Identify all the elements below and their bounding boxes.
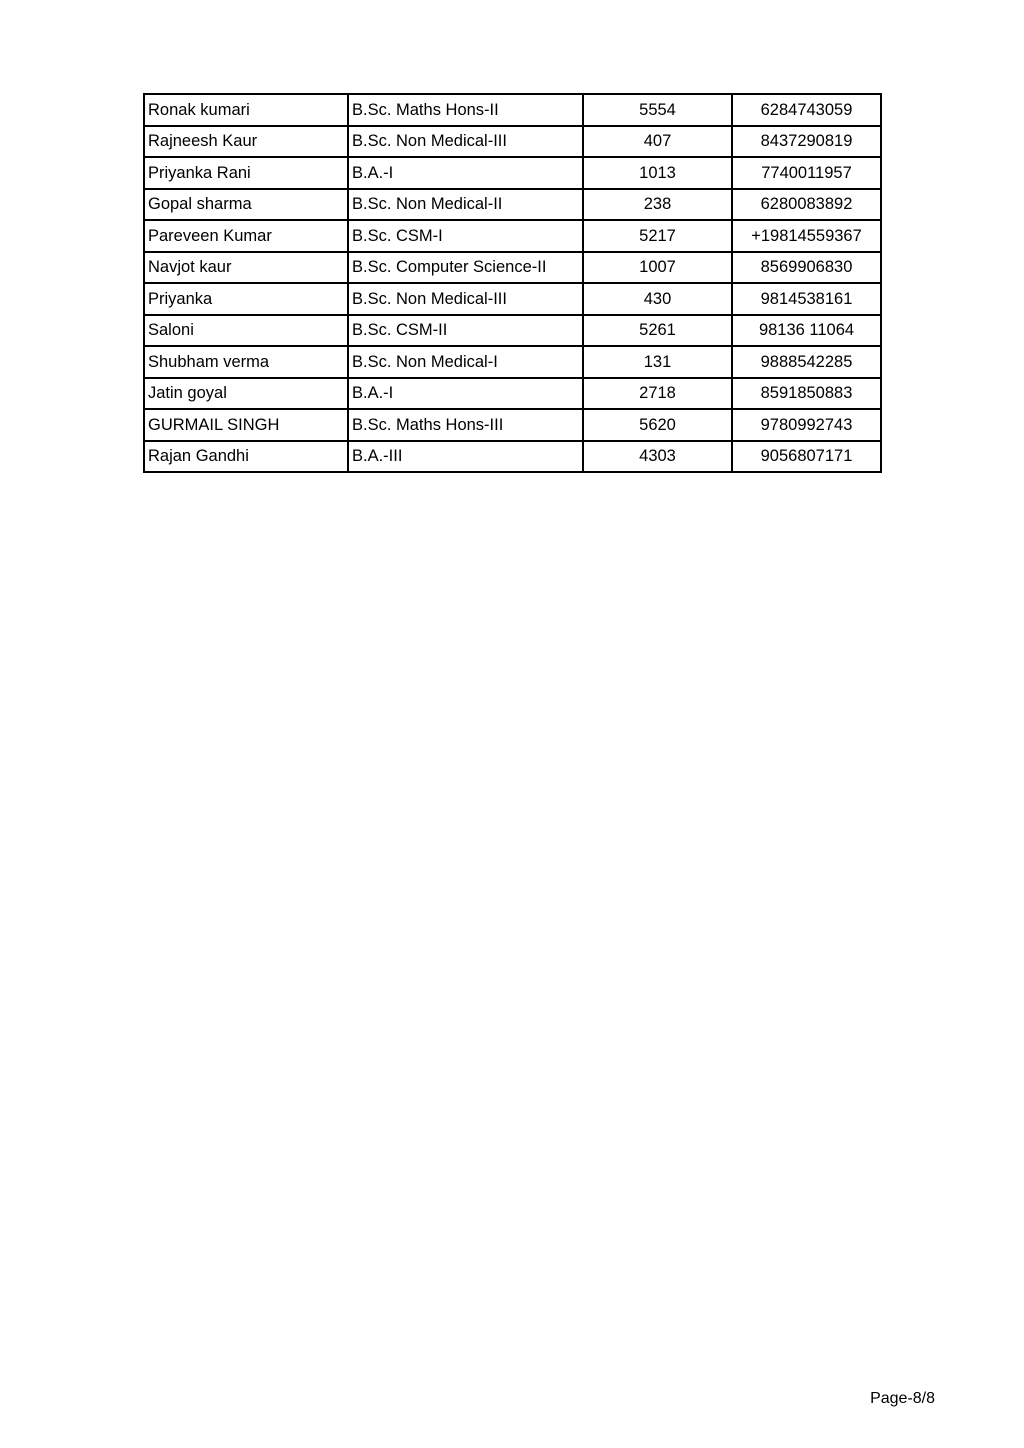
phone-cell: 98136 11064 xyxy=(732,315,881,347)
student-name-cell: Priyanka Rani xyxy=(144,157,348,189)
phone-cell: 8569906830 xyxy=(732,252,881,284)
table-row xyxy=(144,252,881,284)
class-cell: B.A.-I xyxy=(348,378,583,410)
page-number: Page-8/8 xyxy=(870,1390,935,1407)
student-name-cell: Navjot kaur xyxy=(144,252,348,284)
roll-number-cell: 238 xyxy=(583,189,732,221)
class-cell: B.Sc. CSM-I xyxy=(348,220,583,252)
roll-number-cell: 407 xyxy=(583,126,732,158)
student-name-cell: Rajneesh Kaur xyxy=(144,126,348,158)
class-cell: B.Sc. Computer Science-II xyxy=(348,252,583,284)
student-name-cell: Saloni xyxy=(144,315,348,347)
table-row xyxy=(144,157,881,189)
class-cell: B.Sc. Non Medical-III xyxy=(348,283,583,315)
roll-number-cell: 5620 xyxy=(583,409,732,441)
class-cell: B.A.-III xyxy=(348,441,583,473)
roll-number-cell: 1007 xyxy=(583,252,732,284)
table-row xyxy=(144,283,881,315)
student-name-cell: Rajan Gandhi xyxy=(144,441,348,473)
roll-number-cell: 5261 xyxy=(583,315,732,347)
table-row xyxy=(144,189,881,221)
class-cell: B.Sc. Non Medical-I xyxy=(348,346,583,378)
table-row xyxy=(144,378,881,410)
table-row xyxy=(144,441,881,473)
phone-cell: 6280083892 xyxy=(732,189,881,221)
class-cell: B.Sc. CSM-II xyxy=(348,315,583,347)
table-row xyxy=(144,220,881,252)
phone-cell: 8591850883 xyxy=(732,378,881,410)
phone-cell: 7740011957 xyxy=(732,157,881,189)
table-row xyxy=(144,315,881,347)
table-row xyxy=(144,346,881,378)
table-row xyxy=(144,409,881,441)
phone-cell: 9056807171 xyxy=(732,441,881,473)
phone-cell: 6284743059 xyxy=(732,94,881,126)
table-row xyxy=(144,126,881,158)
phone-cell: +19814559367 xyxy=(732,220,881,252)
phone-cell: 9780992743 xyxy=(732,409,881,441)
roll-number-cell: 2718 xyxy=(583,378,732,410)
class-cell: B.A.-I xyxy=(348,157,583,189)
phone-cell: 9814538161 xyxy=(732,283,881,315)
student-table xyxy=(143,93,882,473)
roll-number-cell: 4303 xyxy=(583,441,732,473)
roll-number-cell: 131 xyxy=(583,346,732,378)
student-name-cell: Shubham verma xyxy=(144,346,348,378)
student-name-cell: Gopal sharma xyxy=(144,189,348,221)
student-name-cell: Ronak kumari xyxy=(144,94,348,126)
table-row xyxy=(144,94,881,126)
phone-cell: 8437290819 xyxy=(732,126,881,158)
roll-number-cell: 430 xyxy=(583,283,732,315)
student-name-cell: Jatin goyal xyxy=(144,378,348,410)
phone-cell: 9888542285 xyxy=(732,346,881,378)
class-cell: B.Sc. Non Medical-II xyxy=(348,189,583,221)
roll-number-cell: 1013 xyxy=(583,157,732,189)
student-name-cell: GURMAIL SINGH xyxy=(144,409,348,441)
roll-number-cell: 5554 xyxy=(583,94,732,126)
class-cell: B.Sc. Maths Hons-III xyxy=(348,409,583,441)
class-cell: B.Sc. Non Medical-III xyxy=(348,126,583,158)
roll-number-cell: 5217 xyxy=(583,220,732,252)
class-cell: B.Sc. Maths Hons-II xyxy=(348,94,583,126)
student-name-cell: Pareveen Kumar xyxy=(144,220,348,252)
student-name-cell: Priyanka xyxy=(144,283,348,315)
